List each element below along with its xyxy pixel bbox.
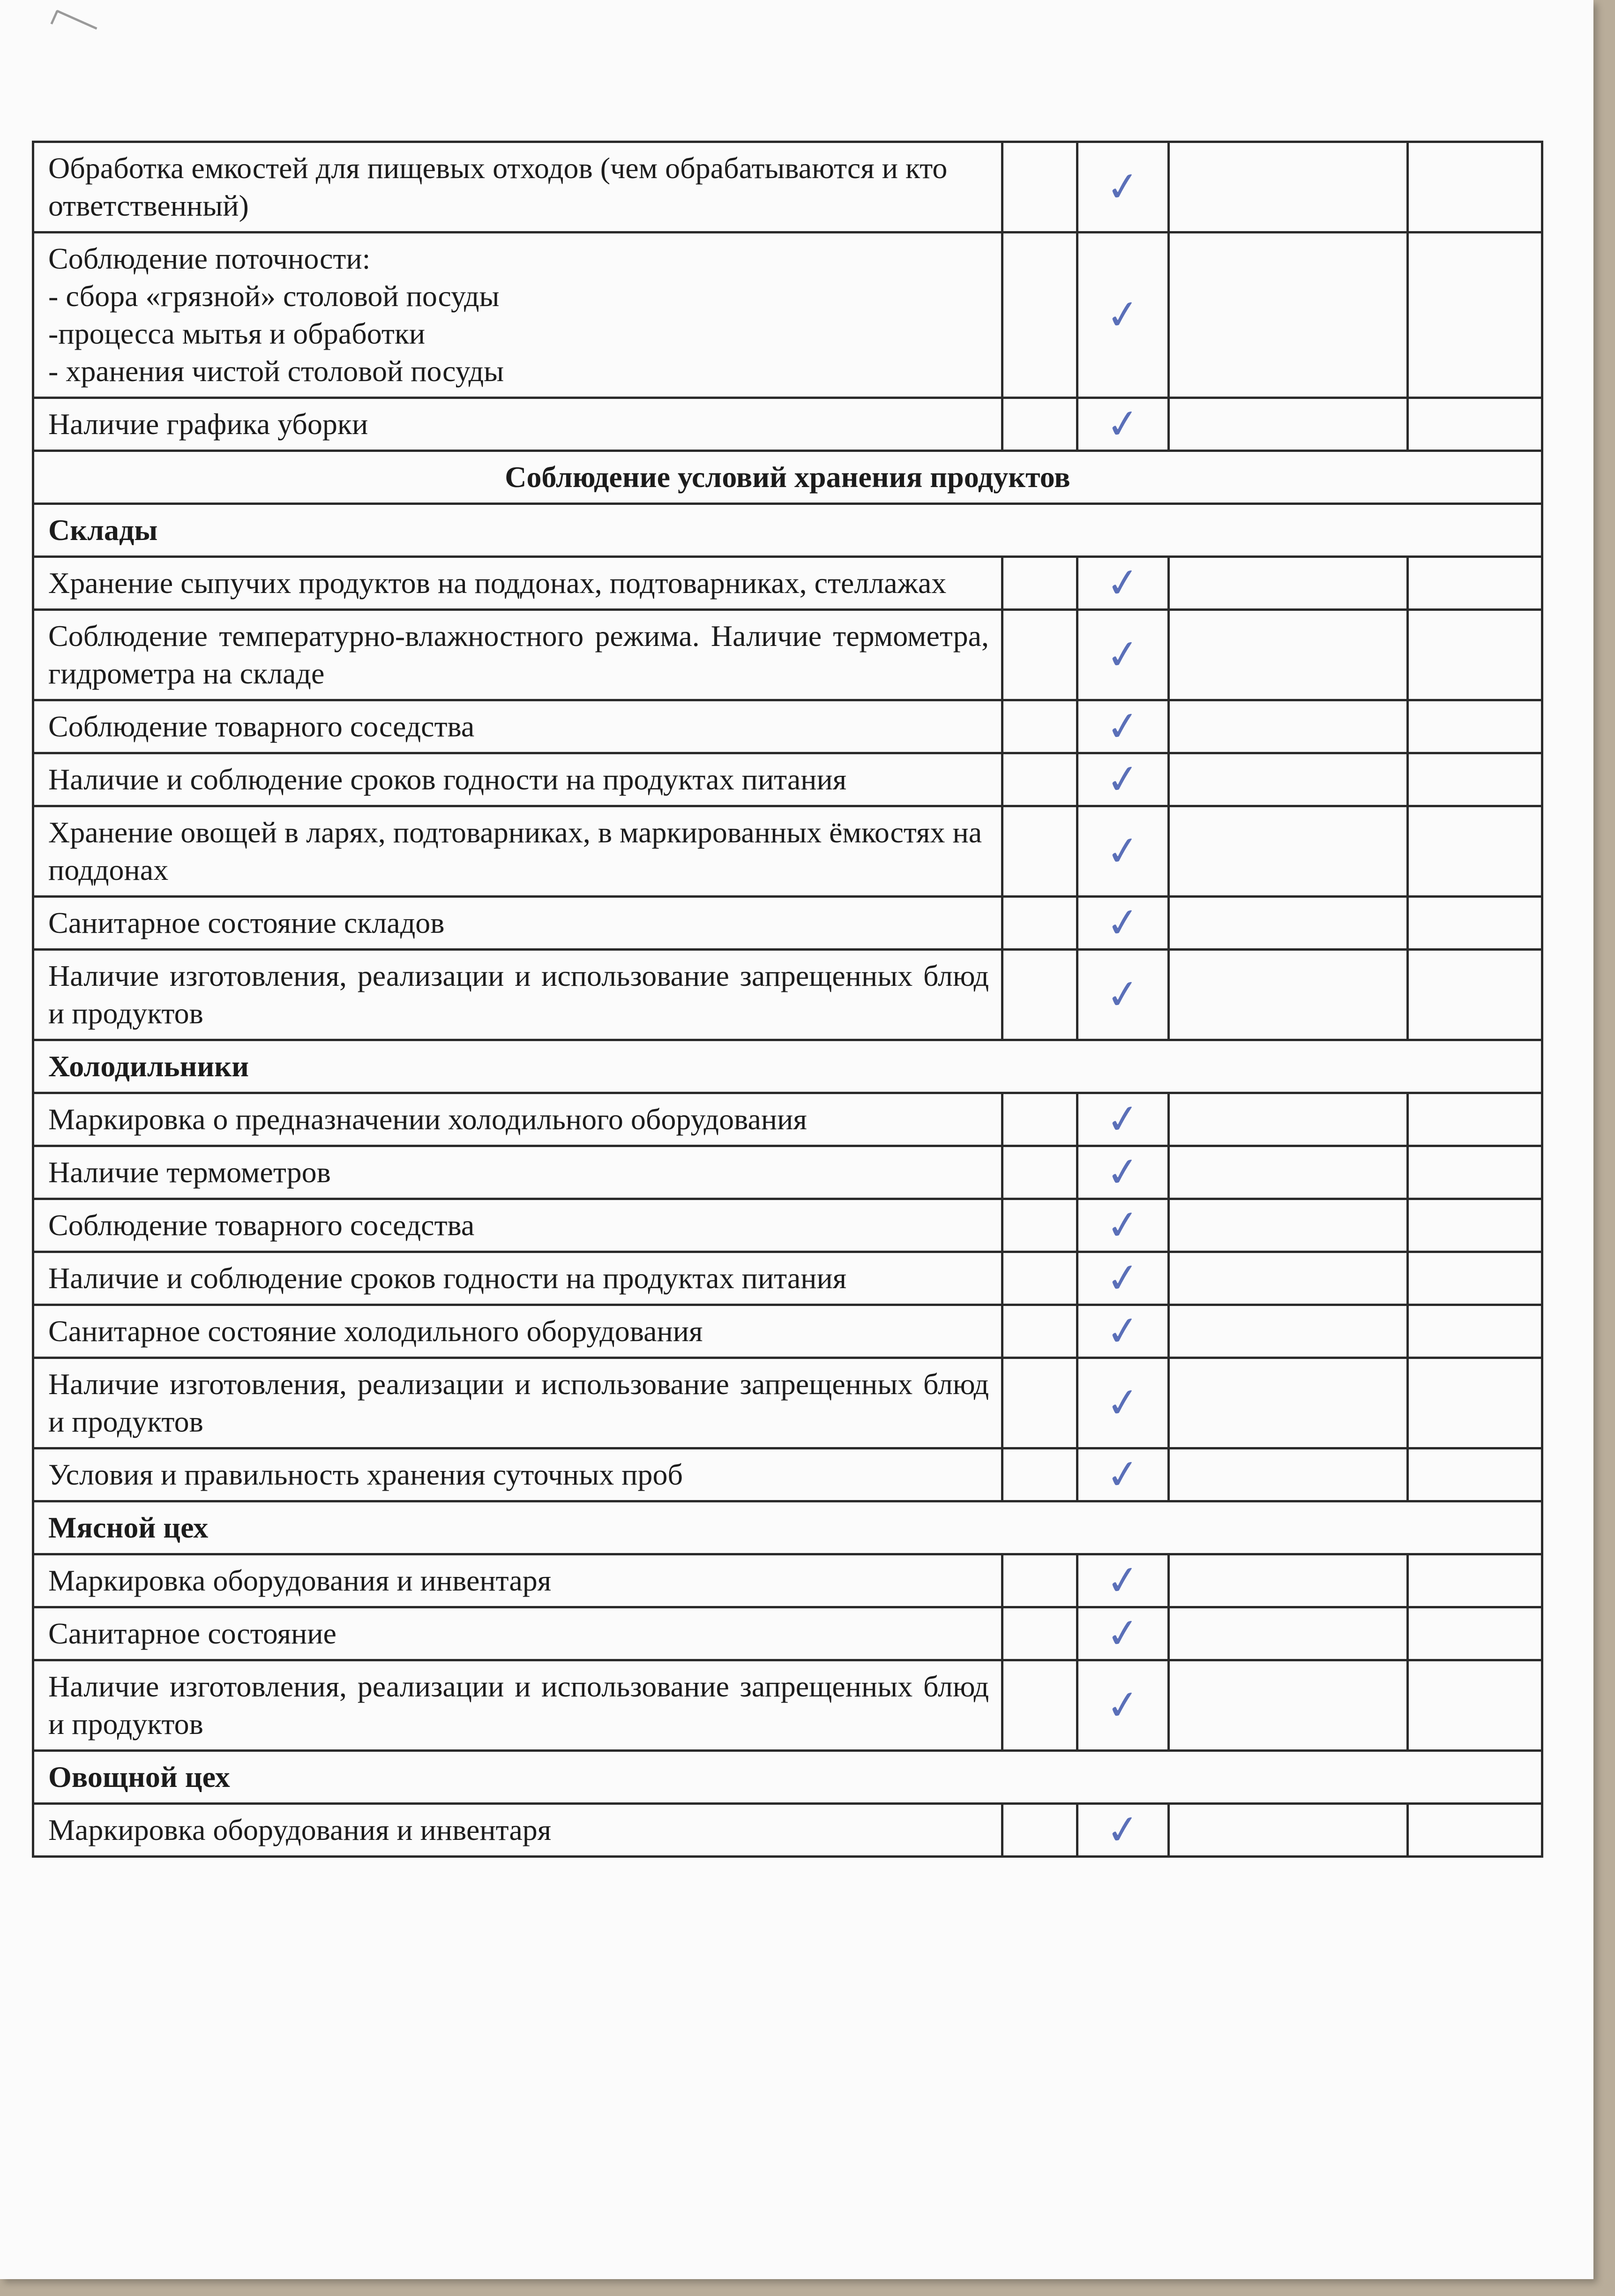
handwritten-check-icon: ✓ [1103, 898, 1143, 948]
status-cell-2 [1077, 700, 1169, 753]
status-cell-2 [1077, 1554, 1169, 1607]
status-cell-2 [1077, 1607, 1169, 1660]
status-cell-2 [1077, 610, 1169, 700]
checklist-row [33, 753, 1542, 806]
checklist-row [33, 142, 1542, 233]
staple-mark [50, 9, 97, 42]
status-cell-2 [1077, 897, 1169, 950]
checklist-row [33, 1607, 1542, 1660]
requirement-line: Соблюдение товарного соседства [48, 1208, 475, 1242]
status-cell-1 [1002, 233, 1077, 398]
status-cell-4 [1408, 753, 1542, 806]
status-cell-3 [1169, 897, 1408, 950]
status-cell-1 [1002, 1448, 1077, 1501]
requirement-text [33, 753, 1002, 806]
status-cell-1 [1002, 806, 1077, 897]
status-cell-2 [1077, 1660, 1169, 1751]
status-cell-1 [1002, 1554, 1077, 1607]
status-cell-2 [1077, 1448, 1169, 1501]
status-cell-2 [1077, 1252, 1169, 1305]
status-cell-4 [1408, 897, 1542, 950]
status-cell-4 [1408, 1358, 1542, 1448]
handwritten-check-icon: ✓ [1103, 1253, 1143, 1304]
handwritten-check-icon: ✓ [1103, 701, 1143, 752]
requirement-text [33, 1358, 1002, 1448]
requirement-text [33, 557, 1002, 610]
requirement-line: Обработка емкостей для пищевых отходов (чем обрабатываются и кто ответственный) [48, 151, 948, 222]
status-cell-1 [1002, 1358, 1077, 1448]
requirement-text [33, 1146, 1002, 1199]
status-cell-3 [1169, 1448, 1408, 1501]
checklist-row [33, 897, 1542, 950]
status-cell-3 [1169, 142, 1408, 233]
handwritten-check-icon: ✓ [1103, 754, 1143, 805]
status-cell-1 [1002, 950, 1077, 1040]
status-cell-2 [1077, 1146, 1169, 1199]
status-cell-4 [1408, 700, 1542, 753]
status-cell-2 [1077, 1358, 1169, 1448]
checklist-row [33, 1554, 1542, 1607]
status-cell-4 [1408, 1146, 1542, 1199]
status-cell-4 [1408, 1804, 1542, 1857]
requirement-line: - сбора «грязной» столовой посуды [48, 279, 500, 313]
section-header-row [33, 1040, 1542, 1093]
requirement-line: Санитарное состояние [48, 1617, 336, 1650]
status-cell-1 [1002, 610, 1077, 700]
handwritten-check-icon: ✓ [1103, 558, 1143, 608]
status-cell-1 [1002, 1093, 1077, 1146]
requirement-line: Маркировка о предназначении холодильного оборудования [48, 1103, 807, 1136]
section-title: Соблюдение условий хранения продуктов [33, 451, 1542, 504]
status-cell-4 [1408, 1093, 1542, 1146]
requirement-text [33, 897, 1002, 950]
status-cell-2 [1077, 142, 1169, 233]
status-cell-3 [1169, 233, 1408, 398]
section-title: Склады [33, 504, 1542, 557]
requirement-line: Соблюдение товарного соседства [48, 710, 475, 743]
status-cell-4 [1408, 142, 1542, 233]
status-cell-3 [1169, 1554, 1408, 1607]
status-cell-4 [1408, 1448, 1542, 1501]
section-title: Холодильники [33, 1040, 1542, 1093]
status-cell-1 [1002, 1804, 1077, 1857]
section-header-row [33, 451, 1542, 504]
section-title: Мясной цех [33, 1501, 1542, 1554]
requirement-line: Наличие изготовления, реализации и использование запрещенных блюд и продуктов [48, 959, 989, 1030]
status-cell-3 [1169, 398, 1408, 451]
status-cell-1 [1002, 398, 1077, 451]
checklist-body [33, 142, 1542, 1857]
requirement-line: Наличие изготовления, реализации и использование запрещенных блюд и продуктов [48, 1670, 989, 1741]
status-cell-1 [1002, 1660, 1077, 1751]
requirement-line: Маркировка оборудования и инвентаря [48, 1564, 552, 1597]
checklist-row [33, 1305, 1542, 1358]
requirement-line: Хранение сыпучих продуктов на поддонах, подтоварниках, стеллажах [48, 566, 947, 600]
status-cell-3 [1169, 1358, 1408, 1448]
status-cell-4 [1408, 610, 1542, 700]
checklist-row [33, 700, 1542, 753]
requirement-line: Условия и правильность хранения суточных проб [48, 1458, 683, 1491]
status-cell-1 [1002, 1607, 1077, 1660]
handwritten-check-icon: ✓ [1103, 162, 1143, 212]
requirement-text [33, 1607, 1002, 1660]
handwritten-check-icon: ✓ [1103, 1555, 1143, 1606]
status-cell-1 [1002, 700, 1077, 753]
requirement-text [33, 950, 1002, 1040]
status-cell-1 [1002, 142, 1077, 233]
status-cell-3 [1169, 557, 1408, 610]
checklist-row [33, 1448, 1542, 1501]
status-cell-2 [1077, 1804, 1169, 1857]
requirement-line: Наличие и соблюдение сроков годности на продуктах питания [48, 1261, 847, 1295]
status-cell-2 [1077, 233, 1169, 398]
status-cell-1 [1002, 1305, 1077, 1358]
status-cell-4 [1408, 1199, 1542, 1252]
status-cell-3 [1169, 806, 1408, 897]
status-cell-3 [1169, 950, 1408, 1040]
handwritten-check-icon: ✓ [1103, 1805, 1143, 1855]
requirement-line: Наличие термометров [48, 1156, 331, 1189]
requirement-line: Санитарное состояние складов [48, 906, 445, 939]
handwritten-check-icon: ✓ [1103, 630, 1143, 680]
checklist-row [33, 233, 1542, 398]
checklist-row [33, 950, 1542, 1040]
checklist-row [33, 1252, 1542, 1305]
requirement-line: Маркировка оборудования и инвентаря [48, 1813, 552, 1846]
status-cell-4 [1408, 233, 1542, 398]
status-cell-4 [1408, 557, 1542, 610]
handwritten-check-icon: ✓ [1103, 1147, 1143, 1198]
requirement-text [33, 398, 1002, 451]
status-cell-3 [1169, 1804, 1408, 1857]
requirement-text [33, 1305, 1002, 1358]
status-cell-3 [1169, 1199, 1408, 1252]
checklist-row [33, 806, 1542, 897]
status-cell-1 [1002, 1199, 1077, 1252]
status-cell-1 [1002, 1146, 1077, 1199]
status-cell-3 [1169, 753, 1408, 806]
requirement-line: -процесса мытья и обработки [48, 317, 426, 350]
requirement-text [33, 1199, 1002, 1252]
status-cell-3 [1169, 1146, 1408, 1199]
status-cell-4 [1408, 1554, 1542, 1607]
status-cell-2 [1077, 950, 1169, 1040]
status-cell-4 [1408, 806, 1542, 897]
requirement-line: Хранение овощей в ларях, подтоварниках, в маркированных ёмкостях на поддонах [48, 816, 982, 886]
status-cell-1 [1002, 557, 1077, 610]
requirement-line: Наличие и соблюдение сроков годности на продуктах питания [48, 763, 847, 796]
requirement-line: Наличие изготовления, реализации и использование запрещенных блюд и продуктов [48, 1367, 989, 1438]
requirement-text [33, 700, 1002, 753]
checklist-row [33, 1660, 1542, 1751]
handwritten-check-icon: ✓ [1103, 1449, 1143, 1500]
handwritten-check-icon: ✓ [1103, 290, 1143, 340]
checklist-row [33, 610, 1542, 700]
handwritten-check-icon: ✓ [1103, 826, 1143, 877]
section-title: Овощной цех [33, 1751, 1542, 1804]
section-header-row [33, 1751, 1542, 1804]
section-header-row [33, 1501, 1542, 1554]
handwritten-check-icon: ✓ [1103, 1094, 1143, 1145]
status-cell-2 [1077, 1305, 1169, 1358]
handwritten-check-icon: ✓ [1103, 399, 1143, 450]
checklist-row [33, 1804, 1542, 1857]
requirement-text [33, 1804, 1002, 1857]
handwritten-check-icon: ✓ [1103, 969, 1143, 1020]
checklist-row [33, 1093, 1542, 1146]
status-cell-4 [1408, 1305, 1542, 1358]
requirement-line: Санитарное состояние холодильного оборудования [48, 1314, 703, 1348]
status-cell-2 [1077, 557, 1169, 610]
status-cell-2 [1077, 753, 1169, 806]
requirement-text [33, 806, 1002, 897]
status-cell-4 [1408, 398, 1542, 451]
handwritten-check-icon: ✓ [1103, 1200, 1143, 1251]
status-cell-3 [1169, 1252, 1408, 1305]
requirement-text [33, 142, 1002, 233]
checklist-row [33, 1199, 1542, 1252]
inspection-checklist-table [32, 141, 1543, 1858]
requirement-text [33, 233, 1002, 398]
requirement-text [33, 1660, 1002, 1751]
status-cell-1 [1002, 897, 1077, 950]
section-header-row [33, 504, 1542, 557]
requirement-line: Соблюдение температурно-влажностного режима. Наличие термометра, гидрометра на складе [48, 619, 989, 690]
status-cell-1 [1002, 1252, 1077, 1305]
status-cell-4 [1408, 1607, 1542, 1660]
requirement-line: Наличие графика уборки [48, 407, 368, 441]
handwritten-check-icon: ✓ [1103, 1378, 1143, 1428]
status-cell-3 [1169, 610, 1408, 700]
handwritten-check-icon: ✓ [1103, 1680, 1143, 1731]
checklist-row [33, 557, 1542, 610]
status-cell-2 [1077, 1093, 1169, 1146]
status-cell-3 [1169, 1660, 1408, 1751]
status-cell-3 [1169, 700, 1408, 753]
status-cell-3 [1169, 1305, 1408, 1358]
status-cell-3 [1169, 1093, 1408, 1146]
status-cell-4 [1408, 1252, 1542, 1305]
checklist-row [33, 1146, 1542, 1199]
requirement-text [33, 610, 1002, 700]
status-cell-1 [1002, 753, 1077, 806]
requirement-text [33, 1448, 1002, 1501]
checklist-row [33, 398, 1542, 451]
requirement-line: Соблюдение поточности: [48, 242, 371, 275]
status-cell-2 [1077, 806, 1169, 897]
requirement-text [33, 1252, 1002, 1305]
handwritten-check-icon: ✓ [1103, 1608, 1143, 1659]
status-cell-3 [1169, 1607, 1408, 1660]
status-cell-2 [1077, 1199, 1169, 1252]
requirement-text [33, 1093, 1002, 1146]
requirement-text [33, 1554, 1002, 1607]
handwritten-check-icon: ✓ [1103, 1306, 1143, 1357]
requirement-line: - хранения чистой столовой посуды [48, 354, 504, 388]
status-cell-4 [1408, 950, 1542, 1040]
status-cell-2 [1077, 398, 1169, 451]
checklist-row [33, 1358, 1542, 1448]
status-cell-4 [1408, 1660, 1542, 1751]
